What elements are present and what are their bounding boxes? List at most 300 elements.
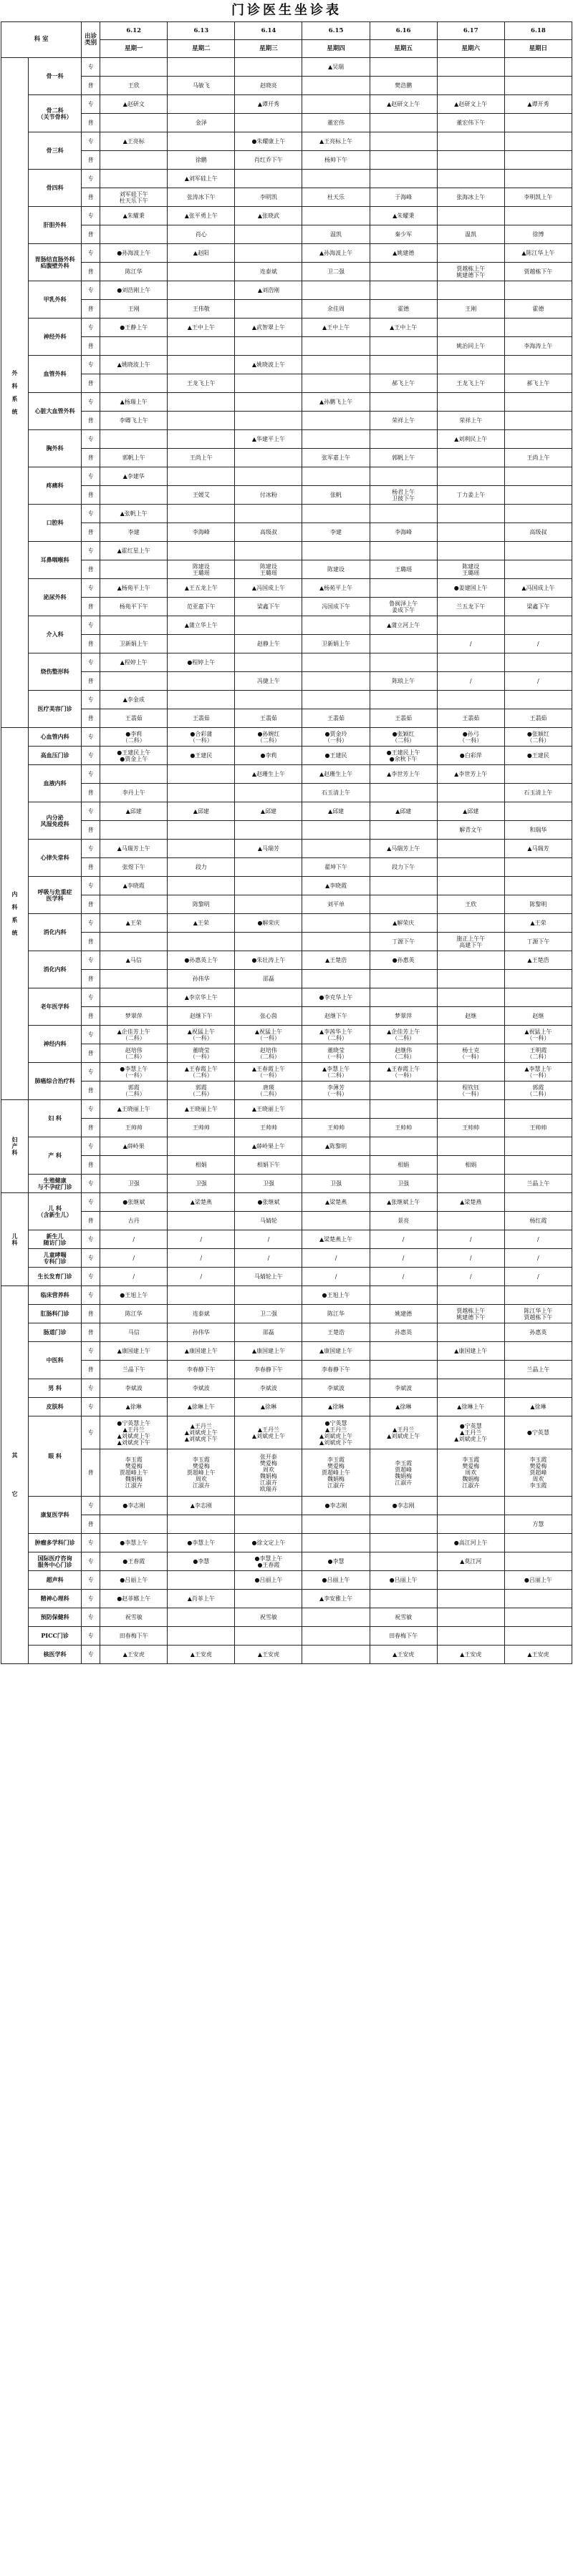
- schedule-cell: [370, 281, 437, 300]
- schedule-cell: [302, 933, 370, 951]
- schedule-cell: 祝雪敏: [100, 1608, 168, 1627]
- schedule-cell: [504, 505, 572, 523]
- date-header: 6.16: [370, 22, 437, 40]
- schedule-cell: [235, 449, 302, 467]
- schedule-cell: 卫强: [100, 1175, 168, 1193]
- schedule-cell: ▲王荣: [100, 914, 168, 933]
- table-row: [1, 784, 572, 802]
- schedule-cell: [302, 505, 370, 523]
- visit-type: 专: [82, 765, 100, 784]
- schedule-cell: /: [100, 1249, 168, 1268]
- schedule-cell: [168, 877, 235, 895]
- schedule-cell: [235, 505, 302, 523]
- group-label: 妇 产 科: [1, 1100, 29, 1193]
- schedule-cell: 郝飞上午: [504, 374, 572, 393]
- schedule-cell: ▲康国建上午: [235, 1342, 302, 1361]
- schedule-cell: ▲王荣: [504, 914, 572, 933]
- schedule-cell: [370, 635, 437, 653]
- schedule-cell: [504, 542, 572, 560]
- visit-type: 专: [82, 505, 100, 523]
- schedule-cell: ▲霍红星上午: [100, 542, 168, 560]
- table-row: [1, 319, 572, 337]
- group-label: 儿 科: [1, 1193, 29, 1286]
- schedule-cell: [370, 877, 437, 895]
- schedule-cell: [235, 933, 302, 951]
- schedule-cell: [302, 1212, 370, 1230]
- schedule-cell: 邵磊: [235, 970, 302, 988]
- schedule-cell: [235, 337, 302, 356]
- schedule-cell: ▲李慧上午 （一科）: [504, 1063, 572, 1082]
- schedule-cell: [235, 1515, 302, 1534]
- schedule-cell: ●李慧: [302, 1552, 370, 1571]
- schedule-cell: [235, 393, 302, 412]
- dept-header: 科 室: [1, 22, 82, 58]
- schedule-cell: /: [302, 1268, 370, 1286]
- schedule-cell: [437, 840, 504, 858]
- schedule-cell: ▲王春霞上午 （一科）: [235, 1063, 302, 1082]
- schedule-cell: ▲蒲立河上午: [370, 616, 437, 635]
- visit-type: 专: [82, 95, 100, 114]
- schedule-cell: [168, 542, 235, 560]
- visit-type: 普: [82, 933, 100, 951]
- schedule-cell: 王帅帅: [235, 1119, 302, 1137]
- date-header: 6.14: [235, 22, 302, 40]
- weekday-header: 星期二: [168, 40, 235, 58]
- schedule-cell: 姚建德: [370, 1305, 437, 1323]
- schedule-cell: ▲冯国成上午: [235, 579, 302, 598]
- schedule-cell: 李春静下午: [168, 1361, 235, 1379]
- schedule-cell: 丁源下午: [504, 933, 572, 951]
- schedule-cell: 景亮: [370, 1212, 437, 1230]
- schedule-cell: 王翡茹: [370, 709, 437, 728]
- schedule-cell: 唐瑛 （二科）: [235, 1082, 302, 1100]
- schedule-cell: ▲王安虎: [100, 1646, 168, 1664]
- schedule-cell: [168, 784, 235, 802]
- visit-type: 普: [82, 598, 100, 616]
- weekday-header: 星期日: [504, 40, 572, 58]
- schedule-cell: [168, 672, 235, 691]
- table-row: [1, 933, 572, 951]
- schedule-cell: ●宁英慧: [504, 1416, 572, 1449]
- visit-type: 专: [82, 207, 100, 225]
- department-name: 皮肤科: [29, 1398, 82, 1416]
- schedule-cell: [370, 58, 437, 77]
- schedule-cell: ●贾金玲 （一科）: [302, 728, 370, 747]
- visit-type: 专: [82, 802, 100, 821]
- schedule-cell: ▲孙海波上午: [302, 244, 370, 263]
- schedule-cell: ●赵菲娜上午: [100, 1590, 168, 1608]
- schedule-cell: [437, 319, 504, 337]
- schedule-cell: ●李慧上午: [100, 1534, 168, 1552]
- schedule-cell: [235, 988, 302, 1007]
- schedule-cell: ▲王中上午: [168, 319, 235, 337]
- schedule-cell: [100, 374, 168, 393]
- schedule-cell: [100, 988, 168, 1007]
- schedule-cell: [100, 616, 168, 635]
- schedule-cell: [370, 1534, 437, 1552]
- schedule-cell: /: [437, 672, 504, 691]
- schedule-cell: [302, 1100, 370, 1119]
- schedule-cell: ●李慧上午: [168, 1534, 235, 1552]
- schedule-cell: 秦少军: [370, 225, 437, 244]
- schedule-cell: 赵培伟 （二科）: [100, 1044, 168, 1063]
- schedule-cell: ▲徐琳上午: [437, 1398, 504, 1416]
- schedule-cell: ▲王安虎: [168, 1646, 235, 1664]
- schedule-cell: [100, 821, 168, 840]
- table-row: [1, 1044, 572, 1063]
- schedule-cell: [504, 356, 572, 374]
- date-header: 6.12: [100, 22, 168, 40]
- schedule-cell: 董晓莹 （一科）: [168, 1044, 235, 1063]
- schedule-cell: ▲王楚浩: [504, 951, 572, 970]
- schedule-cell: ▲张晓武: [235, 207, 302, 225]
- schedule-cell: [437, 1361, 504, 1379]
- table-row: [1, 1082, 572, 1100]
- schedule-cell: ▲康国建上午: [168, 1342, 235, 1361]
- department-name: PICC门诊: [29, 1627, 82, 1646]
- schedule-cell: ▲王安虎: [370, 1646, 437, 1664]
- schedule-cell: 王翡茹: [504, 709, 572, 728]
- schedule-cell: ▲徐琳: [302, 1398, 370, 1416]
- schedule-cell: [504, 486, 572, 505]
- schedule-cell: 陈江华: [302, 1305, 370, 1323]
- visit-type: 普: [82, 1515, 100, 1534]
- schedule-cell: ▲祝猛上午 （一科）: [168, 1026, 235, 1044]
- schedule-cell: [437, 58, 504, 77]
- visit-type: 普: [82, 858, 100, 877]
- table-row: [1, 598, 572, 616]
- schedule-cell: 卫强: [302, 1175, 370, 1193]
- schedule-cell: ▲李安雅上午: [302, 1590, 370, 1608]
- table-row: [1, 914, 572, 933]
- table-row: [1, 1230, 572, 1249]
- department-name: 高血压门诊: [29, 747, 82, 765]
- schedule-cell: ●孙惠英: [370, 951, 437, 970]
- schedule-cell: 陈江华上午 贾越栋下午: [504, 1305, 572, 1323]
- table-row: [1, 77, 572, 95]
- weekday-header: 星期四: [302, 40, 370, 58]
- schedule-cell: 陈江华: [100, 1305, 168, 1323]
- table-row: [1, 821, 572, 840]
- schedule-cell: [168, 1212, 235, 1230]
- schedule-cell: [504, 132, 572, 151]
- table-row: [1, 1379, 572, 1398]
- table-row: [1, 170, 572, 188]
- visit-type: 专: [82, 914, 100, 933]
- schedule-cell: [504, 1100, 572, 1119]
- schedule-cell: ▲朱耀秉: [370, 207, 437, 225]
- schedule-cell: [504, 1534, 572, 1552]
- schedule-cell: 梦翠萍: [370, 1007, 437, 1026]
- schedule-cell: [302, 467, 370, 486]
- schedule-cell: ▲李慧上午 （二科）: [302, 1063, 370, 1082]
- department-name: 产 科: [29, 1137, 82, 1175]
- schedule-cell: 王帅帅: [504, 1119, 572, 1137]
- schedule-cell: [504, 1193, 572, 1212]
- department-name: 国际医疗咨询 服务中心门诊: [29, 1552, 82, 1571]
- schedule-cell: [100, 895, 168, 914]
- schedule-cell: 贾越栋上午 姚建德下午: [437, 1305, 504, 1323]
- schedule-cell: 冯国成下午: [302, 598, 370, 616]
- schedule-cell: ●张颖红 （二科）: [504, 728, 572, 747]
- schedule-cell: ▲王安虎: [437, 1646, 504, 1664]
- schedule-cell: [302, 412, 370, 430]
- department-name: 儿童哮喘 专科门诊: [29, 1249, 82, 1268]
- schedule-cell: /: [100, 1268, 168, 1286]
- visit-type: 普: [82, 1361, 100, 1379]
- schedule-cell: 温凯: [437, 225, 504, 244]
- schedule-cell: ▲王安虎: [504, 1646, 572, 1664]
- schedule-cell: ▲武智翠上午: [235, 319, 302, 337]
- schedule-cell: 祝雪敏: [235, 1608, 302, 1627]
- visit-type: 普: [82, 1082, 100, 1100]
- schedule-cell: 徐博: [504, 225, 572, 244]
- schedule-cell: 樊浩鹏: [370, 77, 437, 95]
- schedule-cell: 霍德: [504, 300, 572, 319]
- department-name: 老年医学科: [29, 988, 82, 1026]
- visit-type: 普: [82, 337, 100, 356]
- visit-type: 普: [82, 1449, 100, 1497]
- table-row: [1, 449, 572, 467]
- schedule-cell: ▲邱建: [235, 802, 302, 821]
- schedule-cell: [302, 691, 370, 709]
- table-row: [1, 1608, 572, 1627]
- schedule-cell: 李建: [302, 523, 370, 542]
- department-name: 胃肠结直肠外科 疝腹壁外科: [29, 244, 82, 281]
- schedule-cell: 张煜下午: [100, 858, 168, 877]
- schedule-cell: 肖红乔下午: [235, 151, 302, 170]
- schedule-cell: /: [370, 1230, 437, 1249]
- schedule-cell: [370, 1552, 437, 1571]
- department-name: 神经外科: [29, 319, 82, 356]
- schedule-cell: /: [168, 1230, 235, 1249]
- schedule-cell: 赵继下午: [168, 1007, 235, 1026]
- schedule-cell: ▲王晓丽上午: [235, 1100, 302, 1119]
- schedule-cell: 杨帅下午: [302, 151, 370, 170]
- department-name: 儿 科 （含新生儿）: [29, 1193, 82, 1230]
- schedule-cell: 兰五龙下午: [437, 598, 504, 616]
- department-name: 心血管内科: [29, 728, 82, 747]
- schedule-cell: ●李慧: [168, 1552, 235, 1571]
- schedule-cell: ▲陈黎明: [302, 1137, 370, 1156]
- schedule-cell: [168, 467, 235, 486]
- schedule-cell: 李明凯: [235, 188, 302, 207]
- schedule-cell: ▲赵珊生上午: [302, 765, 370, 784]
- schedule-cell: [370, 1515, 437, 1534]
- schedule-cell: /: [504, 635, 572, 653]
- schedule-cell: ▲赵珊生上午: [235, 765, 302, 784]
- schedule-cell: 程钦钰 （一科）: [437, 1082, 504, 1100]
- table-row: [1, 1416, 572, 1449]
- schedule-cell: 梁鑫下午: [504, 598, 572, 616]
- schedule-cell: 王帅帅: [302, 1119, 370, 1137]
- schedule-cell: /: [302, 1249, 370, 1268]
- schedule-cell: ▲康国建上午: [100, 1342, 168, 1361]
- visit-type: 普: [82, 709, 100, 728]
- schedule-cell: 李斌波: [100, 1379, 168, 1398]
- department-name: 内分泌 风湿免疫科: [29, 802, 82, 840]
- table-row: [1, 765, 572, 784]
- schedule-cell: 王翡茹: [235, 709, 302, 728]
- schedule-cell: 张帆: [302, 486, 370, 505]
- schedule-body: [1, 58, 572, 1664]
- table-row: [1, 523, 572, 542]
- schedule-cell: [168, 691, 235, 709]
- schedule-cell: [504, 151, 572, 170]
- weekday-header: 星期五: [370, 40, 437, 58]
- department-name: 肠道门诊: [29, 1323, 82, 1342]
- table-row: [1, 1305, 572, 1323]
- schedule-cell: 郭霞 （二科）: [100, 1082, 168, 1100]
- schedule-cell: 李海涛上午: [504, 337, 572, 356]
- schedule-cell: [235, 784, 302, 802]
- schedule-cell: 田春梅下午: [100, 1627, 168, 1646]
- schedule-cell: ▲马瑞芳: [235, 840, 302, 858]
- schedule-cell: ●徐文定上午: [235, 1534, 302, 1552]
- schedule-cell: ●合彩蒲 （一科）: [168, 728, 235, 747]
- schedule-cell: ▲王楚浩: [302, 951, 370, 970]
- schedule-cell: /: [504, 1249, 572, 1268]
- visit-type: 专: [82, 1063, 100, 1082]
- page-title: 门诊医生坐诊表: [231, 3, 342, 18]
- schedule-cell: [100, 1156, 168, 1175]
- schedule-cell: 刘军硅下午 杜天乐下午: [100, 188, 168, 207]
- table-row: [1, 970, 572, 988]
- schedule-cell: [504, 858, 572, 877]
- schedule-cell: 李卿飞上午: [100, 412, 168, 430]
- schedule-cell: [437, 1175, 504, 1193]
- schedule-cell: [504, 1627, 572, 1646]
- schedule-cell: [437, 784, 504, 802]
- schedule-cell: 李春静下午: [235, 1361, 302, 1379]
- schedule-cell: [235, 691, 302, 709]
- schedule-cell: 姚治同上午: [437, 337, 504, 356]
- visit-type: 专: [82, 616, 100, 635]
- schedule-cell: [302, 1646, 370, 1664]
- schedule-cell: [504, 319, 572, 337]
- schedule-cell: 兰晶上午: [504, 1175, 572, 1193]
- schedule-cell: ●王静上午: [100, 319, 168, 337]
- schedule-cell: 余佳周: [302, 300, 370, 319]
- schedule-cell: ▲薛岭果: [100, 1137, 168, 1156]
- schedule-cell: [504, 58, 572, 77]
- table-row: [1, 840, 572, 858]
- visit-type: 专: [82, 728, 100, 747]
- visit-type: 专: [82, 1398, 100, 1416]
- schedule-cell: ▲姚晓波上午: [100, 356, 168, 374]
- schedule-cell: [437, 1497, 504, 1515]
- schedule-cell: ●李志刚: [302, 1497, 370, 1515]
- schedule-cell: ▲马瑞芳上午: [370, 840, 437, 858]
- schedule-cell: [302, 616, 370, 635]
- schedule-cell: [370, 970, 437, 988]
- schedule-cell: ▲王安虎: [235, 1646, 302, 1664]
- schedule-cell: [235, 374, 302, 393]
- department-name: 血管外科: [29, 356, 82, 393]
- schedule-cell: [168, 933, 235, 951]
- table-row: [1, 1571, 572, 1590]
- schedule-cell: ▲刘军硅上午: [168, 170, 235, 188]
- schedule-cell: [370, 430, 437, 449]
- schedule-cell: 王翡茹: [100, 709, 168, 728]
- schedule-cell: 杨红霞: [504, 1212, 572, 1230]
- schedule-cell: [437, 1590, 504, 1608]
- schedule-cell: ●孙弓 （一科）: [437, 728, 504, 747]
- schedule-cell: ▲徐琳: [100, 1398, 168, 1416]
- schedule-cell: 段力下午: [370, 858, 437, 877]
- schedule-cell: [437, 653, 504, 672]
- table-row: [1, 1119, 572, 1137]
- schedule-cell: 王帅帅: [437, 1119, 504, 1137]
- schedule-cell: ▲莫江河: [437, 1552, 504, 1571]
- schedule-cell: [437, 877, 504, 895]
- schedule-cell: 卫强: [168, 1175, 235, 1193]
- schedule-cell: [437, 1100, 504, 1119]
- schedule-cell: [504, 1497, 572, 1515]
- schedule-cell: [235, 300, 302, 319]
- visit-type: 专: [82, 951, 100, 970]
- schedule-cell: [437, 523, 504, 542]
- schedule-cell: ▲赵阳: [168, 244, 235, 263]
- schedule-cell: [235, 1286, 302, 1305]
- visit-type: 普: [82, 151, 100, 170]
- schedule-cell: [504, 970, 572, 988]
- schedule-cell: [437, 207, 504, 225]
- visit-type: 普: [82, 225, 100, 244]
- schedule-cell: [370, 653, 437, 672]
- department-name: 烧伤整形科: [29, 653, 82, 691]
- schedule-cell: [100, 1515, 168, 1534]
- schedule-cell: 李春静下午: [302, 1361, 370, 1379]
- table-row: [1, 1156, 572, 1175]
- table-row: [1, 132, 572, 151]
- table-row: [1, 747, 572, 765]
- schedule-cell: ▲王亮标: [100, 132, 168, 151]
- schedule-cell: ▲王中上午: [302, 319, 370, 337]
- header-row: [1, 22, 572, 40]
- visit-type: 普: [82, 821, 100, 840]
- schedule-cell: 梦翠萍: [100, 1007, 168, 1026]
- schedule-cell: 杨士克 （一科）: [437, 1044, 504, 1063]
- schedule-cell: 孙惠英: [504, 1323, 572, 1342]
- schedule-cell: [370, 579, 437, 598]
- schedule-cell: 古丹: [100, 1212, 168, 1230]
- schedule-cell: [437, 691, 504, 709]
- schedule-cell: [302, 542, 370, 560]
- schedule-cell: ▲邱建: [302, 802, 370, 821]
- schedule-cell: ▲杨苑平上午: [302, 579, 370, 598]
- schedule-cell: [504, 1137, 572, 1156]
- type-header: 出诊 类别: [82, 22, 100, 58]
- visit-type: 普: [82, 523, 100, 542]
- schedule-cell: 郭帆上午: [100, 449, 168, 467]
- schedule-cell: [100, 337, 168, 356]
- schedule-cell: 赵继下午: [302, 1007, 370, 1026]
- schedule-cell: [370, 356, 437, 374]
- schedule-cell: /: [370, 1268, 437, 1286]
- department-name: 呼吸与危重症 医学科: [29, 877, 82, 914]
- schedule-cell: [100, 58, 168, 77]
- schedule-cell: [100, 486, 168, 505]
- schedule-cell: 孙伟华: [168, 970, 235, 988]
- schedule-cell: 李玉霞 樊爱梅 贾超峰上午 魏娟梅 江淑卉: [302, 1449, 370, 1497]
- table-row: [1, 802, 572, 821]
- table-row: [1, 1268, 572, 1286]
- schedule-cell: ▲李志刚: [168, 1497, 235, 1515]
- schedule-cell: [437, 1627, 504, 1646]
- schedule-cell: ▲王晓丽上午: [100, 1100, 168, 1119]
- schedule-cell: [168, 1137, 235, 1156]
